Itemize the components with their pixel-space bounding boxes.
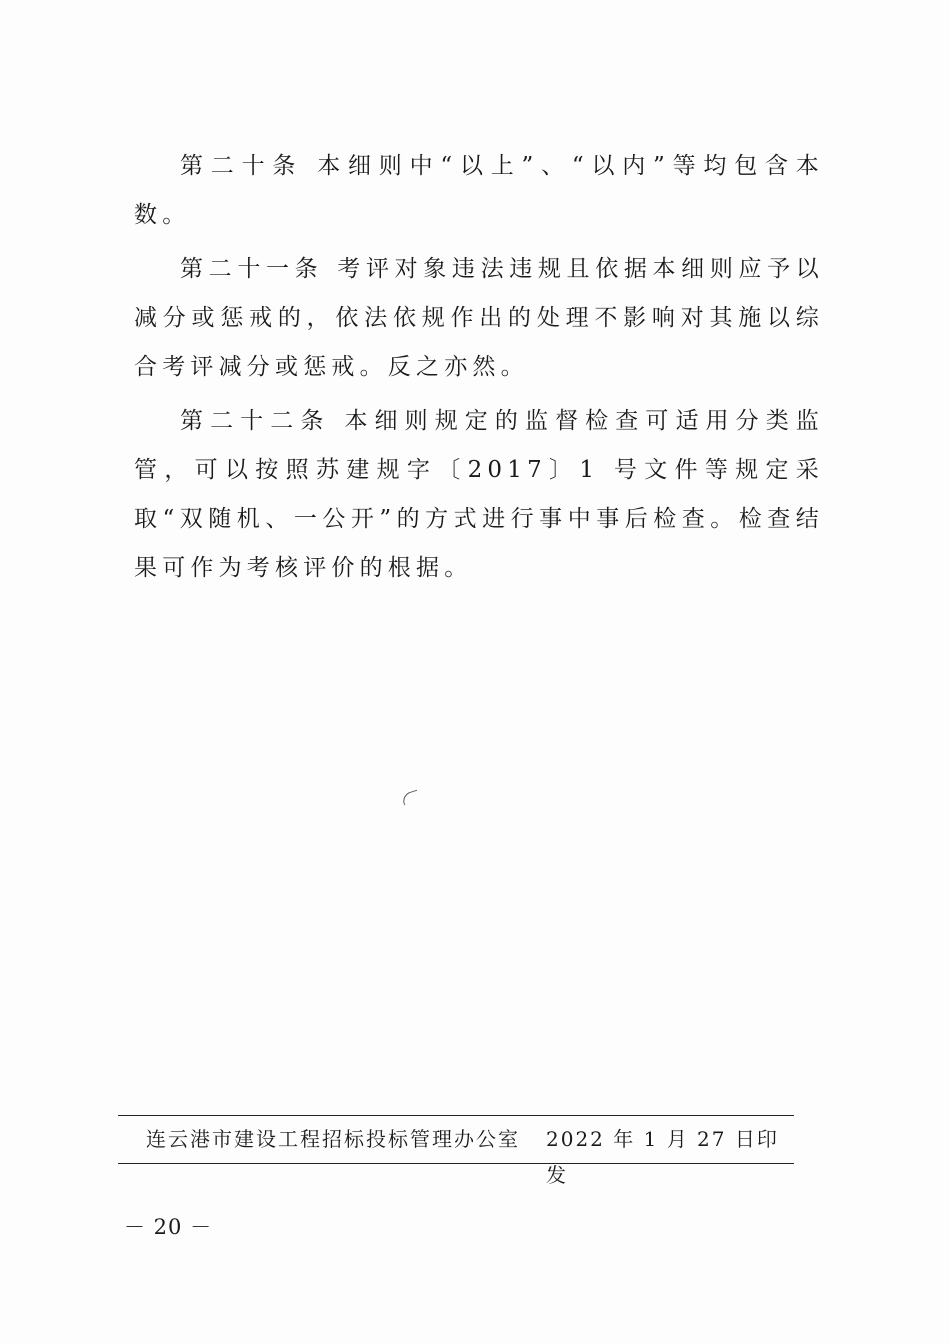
article-20 <box>134 142 824 240</box>
footer-top-rule <box>118 1115 794 1116</box>
issue-date: 2022 年 1 月 27 日印发 <box>546 1127 779 1187</box>
article-22 <box>134 397 824 593</box>
issuing-office: 连云港市建设工程招标投标管理办公室 <box>146 1127 520 1151</box>
article-21 <box>134 245 824 392</box>
article-number: 第二十一条 <box>180 256 324 282</box>
document-body <box>134 142 824 598</box>
page-number: － 20 － <box>124 1215 213 1239</box>
article-text: 本细则规定的监督检查可适用分类监管，可以按照苏建规字〔2017〕1 号文件等规定采取“双随机、一公开”的方式进行事中事后检查。检查结果可作为考核评价的根据。 <box>134 408 825 581</box>
article-number: 第二十条 <box>180 153 304 179</box>
article-number: 第二十二条 <box>180 408 331 434</box>
issuance-footer <box>118 1121 794 1187</box>
stray-pen-mark <box>401 790 421 806</box>
footer-bottom-rule <box>118 1163 794 1164</box>
article-text: 本细则中“以上”、“以内”等均包含本数。 <box>134 153 824 228</box>
article-text: 考评对象违法违规且依据本细则应予以减分或惩戒的，依法依规作出的处理不影响对其施以综合考评减分或惩戒。反之亦然。 <box>134 256 825 380</box>
